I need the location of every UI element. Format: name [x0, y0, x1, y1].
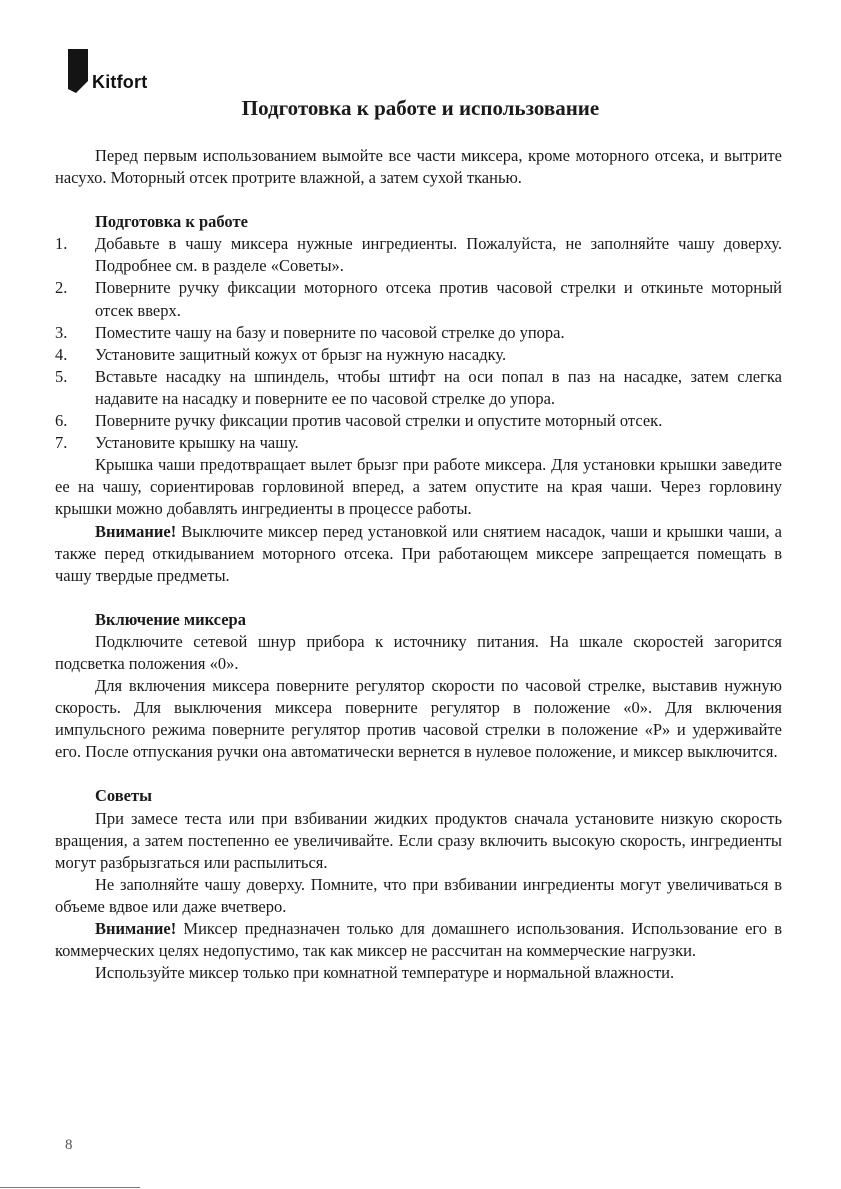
preparation-heading: Подготовка к работе [95, 212, 248, 232]
warning-label: Внимание! [95, 919, 177, 938]
preparation-warning: Внимание! Выключите миксер перед установкой или снятием насадок, чаши и крышки чаши, а также перед откидыванием моторного отсека. При работающем миксере запрещается помещать в чашу твердые предметы. [55, 521, 782, 585]
intro-paragraph: Перед первым использованием вымойте все части миксера, кроме моторного отсека, и вытрите насухо. Моторный отсек протрите влажной, а затем сухой тканью. [55, 146, 782, 188]
page-number: 8 [65, 1137, 73, 1153]
tips-paragraph-4: Используйте миксер только при комнатной температуре и нормальной влажности. [95, 963, 675, 983]
tips-warning: Внимание! Миксер предназначен только для домашнего использования. Использование его в коммерческих целях недопустимо, так как миксер не рассчитан на коммерческие нагрузки. [55, 919, 782, 961]
step-item: 3. Поместите чашу на базу и поверните по часовой стрелке до упора. [55, 322, 565, 342]
step-item: 7. Установите крышку на чашу. [55, 433, 299, 453]
step-item: 2. Поверните ручку фиксации моторного отсека против часовой стрелки и откиньте моторный отсек вверх. [55, 278, 782, 320]
switching-paragraph-2: Для включения миксера поверните регулятор скорости по часовой стрелке, выставив нужную скорость. Для выключения миксера поверните регулятор в положение «0». Для включения импульсного режима поверните регулятор против часовой стрелки в положение «P» и удерживайте его. После отпускания ручки она автоматически вернется в нулевое положение, и миксер выключится. [55, 676, 782, 762]
preparation-steps [55, 233, 782, 454]
step-item: 1. Добавьте в чашу миксера нужные ингредиенты. Пожалуйста, не заполняйте чашу доверху. Подробнее см. в разделе «Советы». [55, 234, 782, 276]
step-item: 6. Поверните ручку фиксации против часовой стрелки и опустите моторный отсек. [55, 411, 663, 431]
step-item: 5. Вставьте насадку на шпиндель, чтобы штифт на оси попал в паз на насадке, затем слегка надавите на насадку и поверните ее по часовой стрелке до упора. [55, 366, 782, 408]
document-body [55, 145, 782, 984]
bottom-rule [0, 1187, 140, 1188]
tips-paragraph-2: Не заполняйте чашу доверху. Помните, что при взбивании ингредиенты могут увеличиваться в объеме вдвое или даже вчетверо. [55, 874, 782, 916]
brand-logo [66, 49, 147, 95]
warning-label: Внимание! [95, 521, 177, 541]
step-item: 4. Установите защитный кожух от брызг на нужную насадку. [55, 344, 507, 364]
switching-paragraph-1: Подключите сетевой шнур прибора к источнику питания. На шкале скоростей загорится подсветка положения «0». [55, 631, 782, 673]
logo-text: Kitfort [92, 72, 148, 92]
tips-paragraph-1: При замесе теста или при взбивании жидких продуктов сначала установите низкую скорость вращения, а затем постепенно ее увеличивайте. Если сразу включить высокую скорость, ингредиенты могут разбрызгаться или распылиться. [55, 808, 782, 872]
switching-heading: Включение миксера [95, 609, 246, 629]
page-title: Подготовка к работе и использование [241, 96, 600, 120]
tips-heading: Советы [95, 786, 152, 806]
lid-note-paragraph: Крышка чаши предотвращает вылет брызг при работе миксера. Для установки крышки заведите ее на чашу, сориентировав горловиной вперед, а затем опустите на края чаши. Через горловину крышки можно добавлять ингредиенты в процессе работы. [55, 455, 782, 519]
kitfort-logo-icon [66, 49, 90, 95]
